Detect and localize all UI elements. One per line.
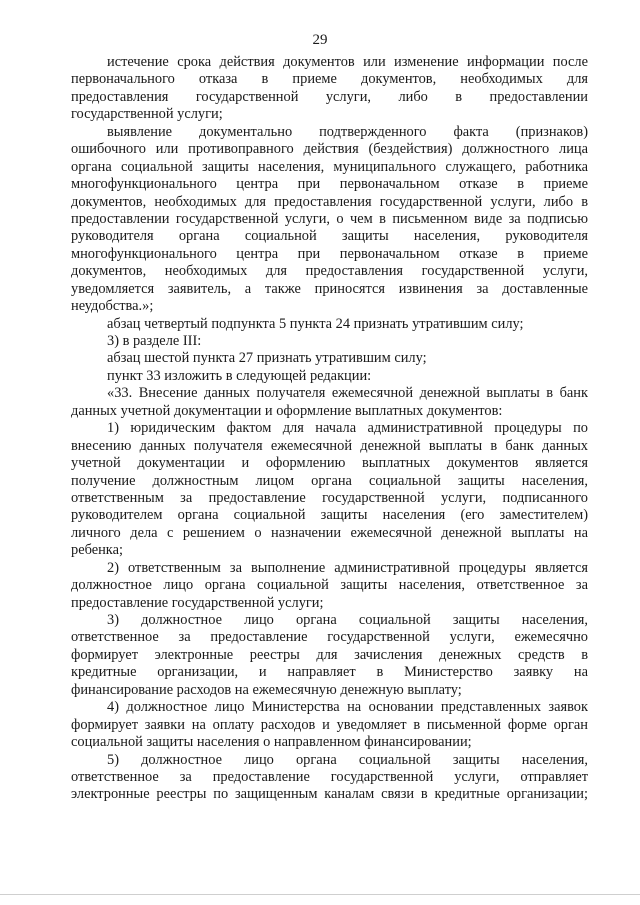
text-line: «33. Внесение данных получателя ежемесячной денежной выплаты в банк (107, 385, 588, 402)
text-line: электронные реестры по защищенным каналам связи в кредитные организации; (71, 786, 588, 803)
text-line: учетной документации и оформлению выплатных документов является (71, 455, 588, 472)
text-line: ответственным за предоставление государственной услуги, подписанного (71, 489, 588, 506)
text-line: внесению данных получателя ежемесячной денежной выплаты в банк данных (71, 437, 588, 454)
text-line: ребенка; (71, 542, 123, 559)
text-line: 1) юридическим фактом для начала административной процедуры по (107, 420, 588, 437)
text-line: получение должностным лицом органа социальной защиты населения, (71, 472, 588, 489)
text-line: 2) ответственным за выполнение административной процедуры является (107, 559, 588, 576)
text-line: предоставления государственной услуги, либо в предоставлении (71, 88, 588, 105)
text-line: абзац шестой пункта 27 признать утратившим силу; (107, 350, 427, 367)
text-line: 3) в разделе III: (107, 333, 202, 349)
text-line: органа социальной защиты населения, муниципального служащего, работника (71, 158, 588, 175)
text-line: истечение срока действия документов или изменение информации после (107, 54, 588, 70)
text-line: руководителем органа социальной защиты населения (его заместителем) (71, 507, 588, 524)
text-line: руководителя органа социальной защиты населения, руководителя (71, 228, 588, 245)
text-line: 5) должностное лицо органа социальной защиты населения, (107, 751, 588, 768)
page-bottom-edge (0, 894, 640, 895)
text-line: формирует электронные реестры для зачисления денежных средств в (71, 646, 588, 663)
text-line: финансирование расходов на ежемесячную денежную выплату; (71, 681, 462, 698)
document-body (71, 54, 588, 804)
text-line: уведомляется заявитель, а также приносятся извинения за доставленные (71, 280, 588, 297)
text-line: абзац четвертый подпункта 5 пункта 24 признать утратившим силу; (107, 315, 524, 332)
text-line: формирует заявки на оплату расходов и уведомляет в письменной форме орган (71, 716, 588, 733)
text-line: государственной услуги; (71, 106, 223, 123)
text-line: 4) должностное лицо Министерства на основании представленных заявок (107, 699, 588, 716)
text-line: ответственное за предоставление государственной услуги, отправляет (71, 768, 588, 785)
text-line: выявление документально подтвержденного факта (признаков) (107, 123, 588, 140)
text-line: предоставлении государственной услуги, о чем в письменном виде за подписью (71, 210, 588, 227)
text-line: документов, необходимых для предоставления государственной услуги, (71, 263, 588, 280)
page-number: 29 (312, 32, 328, 48)
text-line: ошибочного или противоправного действия (бездействия) должностного лица (71, 141, 588, 158)
text-line: многофункционального центра при первоначальном отказе в приеме (71, 245, 588, 262)
text-line: неудобства.»; (71, 298, 154, 315)
text-line: 3) должностное лицо органа социальной защиты населения, (107, 612, 588, 628)
text-line: первоначального отказа в приеме документов, необходимых для (71, 71, 588, 88)
text-line: ответственное за предоставление государственной услуги, ежемесячно (71, 629, 588, 646)
text-line: личного дела с решением о назначении ежемесячной денежной выплаты на (71, 524, 588, 541)
text-line: социальной защиты населения о направленном финансировании; (71, 734, 472, 751)
text-line: должностное лицо органа социальной защиты населения, ответственное за (71, 577, 588, 594)
text-line: данных учетной документации и оформление выплатных документов: (71, 402, 503, 419)
text-line: многофункционального центра при первоначальном отказе в приеме (71, 176, 588, 193)
text-line: кредитные организации, и направляет в Министерство заявку на (71, 664, 588, 681)
text-line: пункт 33 изложить в следующей редакции: (107, 367, 372, 384)
text-line: документов, необходимых для предоставления государственной услуги, либо в (71, 193, 588, 210)
text-line: предоставление государственной услуги; (71, 594, 324, 611)
